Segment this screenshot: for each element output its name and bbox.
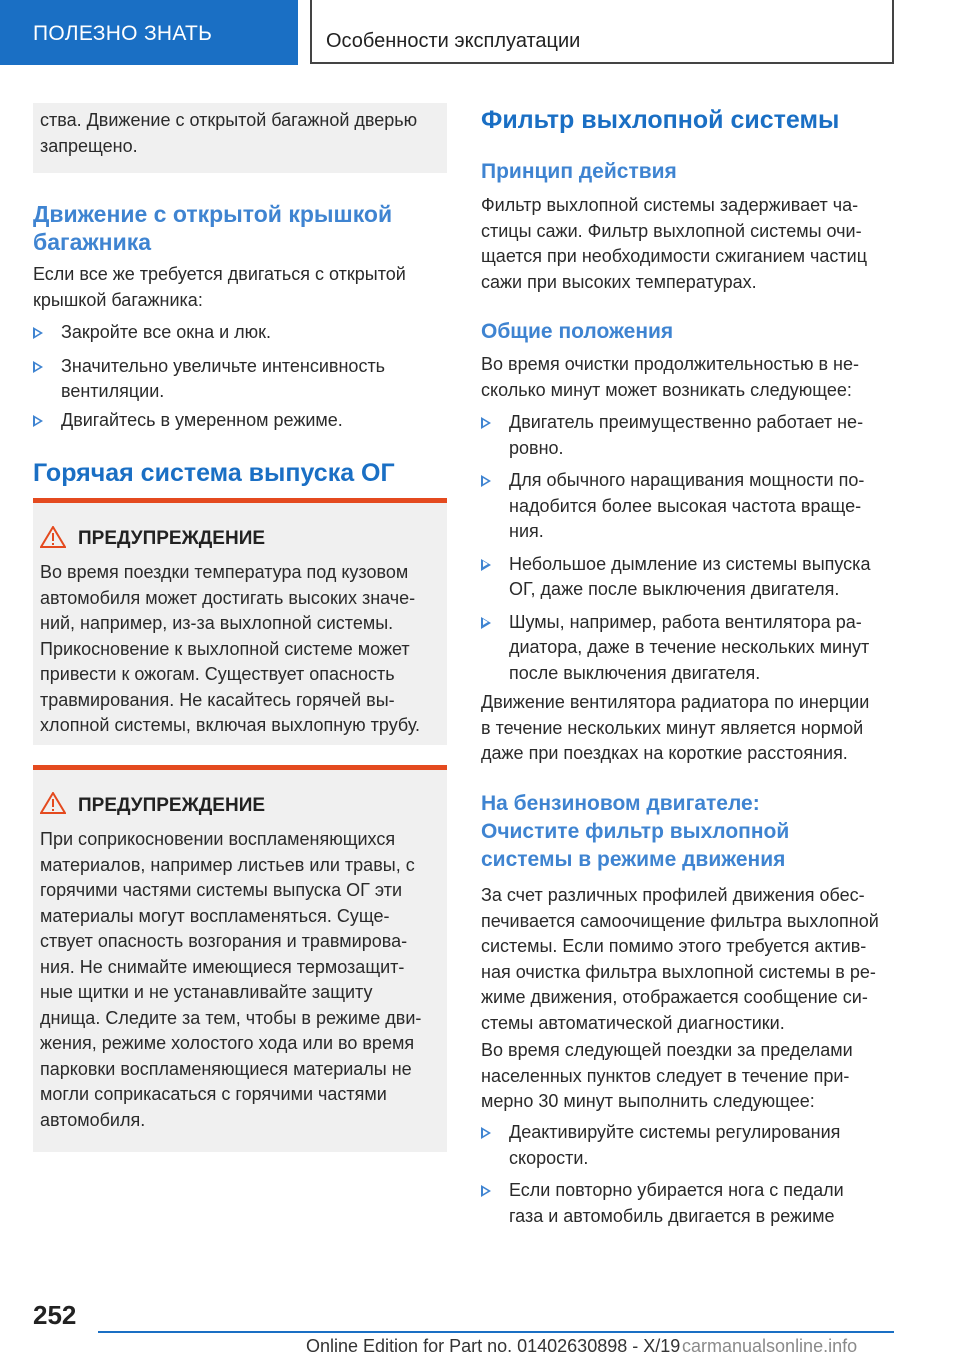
- list-item-text: Если повторно убирается нога с педали: [509, 1180, 844, 1200]
- bullet-triangle-icon: [481, 417, 491, 429]
- text-line: в течение нескольких минут является нормой: [481, 717, 864, 738]
- top-note-line-1: ства. Движение с открытой багажной дверью: [40, 110, 418, 130]
- list-item: [481, 1178, 895, 1229]
- warning-triangle-icon: [40, 526, 66, 548]
- chapter-header: [310, 0, 894, 64]
- text-line: Во время очистки продолжительностью в не-: [481, 354, 859, 374]
- list-item-text: Деактивируйте системы регулирования: [509, 1122, 841, 1142]
- text-line: жиме движения, отображается сообщение си-: [481, 987, 868, 1007]
- text-line: При соприкосновении воспламеняющихся: [40, 829, 396, 849]
- list-item-text: надобится более высокая частота враще-: [509, 495, 862, 516]
- warning-title-2: ПРЕДУПРЕЖДЕНИЕ: [78, 795, 266, 816]
- list-item: [481, 552, 895, 603]
- open-trunk-intro-2: крышкой багажника:: [33, 290, 203, 310]
- text-line: автомобиля.: [40, 1109, 146, 1130]
- text-line: мерно 30 минут выполнить следующее:: [481, 1091, 815, 1111]
- text-line: даже при поездках на короткие расстояния.: [481, 743, 848, 763]
- heading-petrol-1: На бензиновом двигателе:: [481, 792, 760, 815]
- list-item-text: газа и автомобиль двигается в режиме: [509, 1205, 835, 1226]
- text-line: ния. Не снимайте имеющиеся термозащит-: [40, 956, 405, 977]
- warning-title-1: ПРЕДУПРЕЖДЕНИЕ: [78, 528, 266, 549]
- text-line: За счет различных профилей движения обес-: [481, 885, 865, 905]
- open-trunk-intro-1: Если все же требуется двигаться с открытой: [33, 264, 406, 284]
- list-item-text: ния.: [509, 521, 544, 541]
- list-item: Значительно увеличьте интенсивность вентиляции.: [33, 354, 447, 406]
- bullet-triangle-icon: [481, 559, 491, 571]
- list-item-text: Для обычного наращивания мощности по-: [509, 470, 865, 490]
- text-line: горячими частями системы выпуска ОГ эти: [40, 880, 402, 900]
- text-line: жения, режиме холостого хода или во время: [40, 1033, 415, 1053]
- footer-divider: [98, 1331, 894, 1333]
- section-tab[interactable]: [0, 0, 298, 65]
- heading-filter: Фильтр выхлопной системы: [481, 106, 840, 134]
- text-line: автомобиля может достигать высоких значе-: [40, 587, 416, 608]
- heading-hot-exhaust: Горячая система выпуска ОГ: [33, 459, 395, 487]
- text-line: печивается самоочищение фильтра выхлопной: [481, 910, 879, 931]
- bullet-triangle-icon: [33, 327, 43, 339]
- text-line: днища. Следите за тем, чтобы в режиме дви-: [40, 1007, 422, 1028]
- top-note-line-2: запрещено.: [40, 136, 138, 156]
- bullet-triangle-icon: [33, 361, 43, 373]
- text-line: Во время поездки температура под кузовом: [40, 562, 409, 582]
- list-item-text: Небольшое дымление из системы выпуска: [509, 553, 871, 574]
- page-number: 252: [33, 1300, 77, 1330]
- section-title: ПОЛЕЗНО ЗНАТЬ: [33, 22, 213, 45]
- heading-petrol-3: системы в режиме движения: [481, 848, 786, 871]
- list-item-text: диатора, даже в течение нескольких минут: [509, 637, 870, 657]
- list-item: Двигайтесь в умеренном режиме.: [33, 408, 447, 434]
- text-line: ствует опасность возгорания и травмирова-: [40, 931, 408, 951]
- list-item-text: ОГ, даже после выключения двигателя.: [509, 579, 840, 599]
- list-item: [481, 410, 895, 461]
- text-line: сажи при высоких температурах.: [481, 271, 757, 292]
- text-line: Движение вентилятора радиатора по инерции: [481, 692, 870, 712]
- text-line: травмирования. Не касайтесь горячей вы-: [40, 689, 395, 710]
- heading-open-trunk-1: Движение с открытой крышкой: [33, 201, 393, 227]
- text-line: Во время следующей поездки за пределами: [481, 1040, 853, 1060]
- text-line: парковки воспламеняющиеся материалы не: [40, 1058, 412, 1079]
- bullet-triangle-icon: [481, 1185, 491, 1197]
- text-line: щается при необходимости сжиганием частиц: [481, 246, 868, 266]
- text-line: стемы автоматической диагностики.: [481, 1012, 785, 1033]
- text-line: сколько минут может возникать следующее:: [481, 379, 852, 400]
- bullet-triangle-icon: [481, 475, 491, 487]
- text-line: системы. Если помимо этого требуется актив-: [481, 936, 867, 956]
- heading-petrol-2: Очистите фильтр выхлопной: [481, 820, 790, 843]
- text-line: стицы сажи. Фильтр выхлопной системы очи-: [481, 220, 862, 241]
- text-line: ные щитки и не устанавливайте защиту: [40, 982, 373, 1002]
- bullet-triangle-icon: [481, 1127, 491, 1139]
- text-line: могли соприкасаться с горячими частями: [40, 1084, 387, 1104]
- list-item: [481, 610, 895, 687]
- list-item: [481, 1120, 895, 1171]
- list-item-text: после выключения двигателя.: [509, 662, 761, 683]
- text-line: материалов, например листьев или травы, с: [40, 854, 415, 875]
- warning-triangle-icon: [40, 792, 66, 814]
- text-line: хлопной системы, включая выхлопную трубу.: [40, 715, 421, 735]
- text-line: Фильтр выхлопной системы задерживает ча-: [481, 195, 859, 215]
- bullet-triangle-icon: [481, 617, 491, 629]
- text-line: ний, например, из-за выхлопной системы.: [40, 613, 394, 633]
- list-item-text: скорости.: [509, 1147, 589, 1168]
- watermark: carmanualsonline.info: [682, 1336, 858, 1356]
- text-line: ная очистка фильтра выхлопной системы в ре-: [481, 961, 876, 982]
- list-item-text: ровно.: [509, 437, 564, 458]
- heading-principle: Принцип действия: [481, 160, 677, 183]
- list-item-text: Шумы, например, работа вентилятора ра-: [509, 611, 862, 632]
- list-item-text: Двигатель преимущественно работает не-: [509, 412, 864, 432]
- text-line: материалы могут воспламеняться. Суще-: [40, 905, 390, 926]
- text-line: Прикосновение к выхлопной системе может: [40, 638, 410, 659]
- text-line: населенных пунктов следует в течение при-: [481, 1065, 850, 1086]
- text-line: привести к ожогам. Существует опасность: [40, 664, 395, 684]
- edition-info: Online Edition for Part no. 01402630898 - X/19: [306, 1336, 681, 1356]
- heading-open-trunk-2: багажника: [33, 229, 152, 255]
- list-item: Закройте все окна и люк.: [33, 320, 447, 346]
- chapter-title: Особенности эксплуатации: [326, 30, 581, 52]
- heading-general: Общие положения: [481, 320, 674, 343]
- bullet-triangle-icon: [33, 415, 43, 427]
- list-item: [481, 468, 895, 545]
